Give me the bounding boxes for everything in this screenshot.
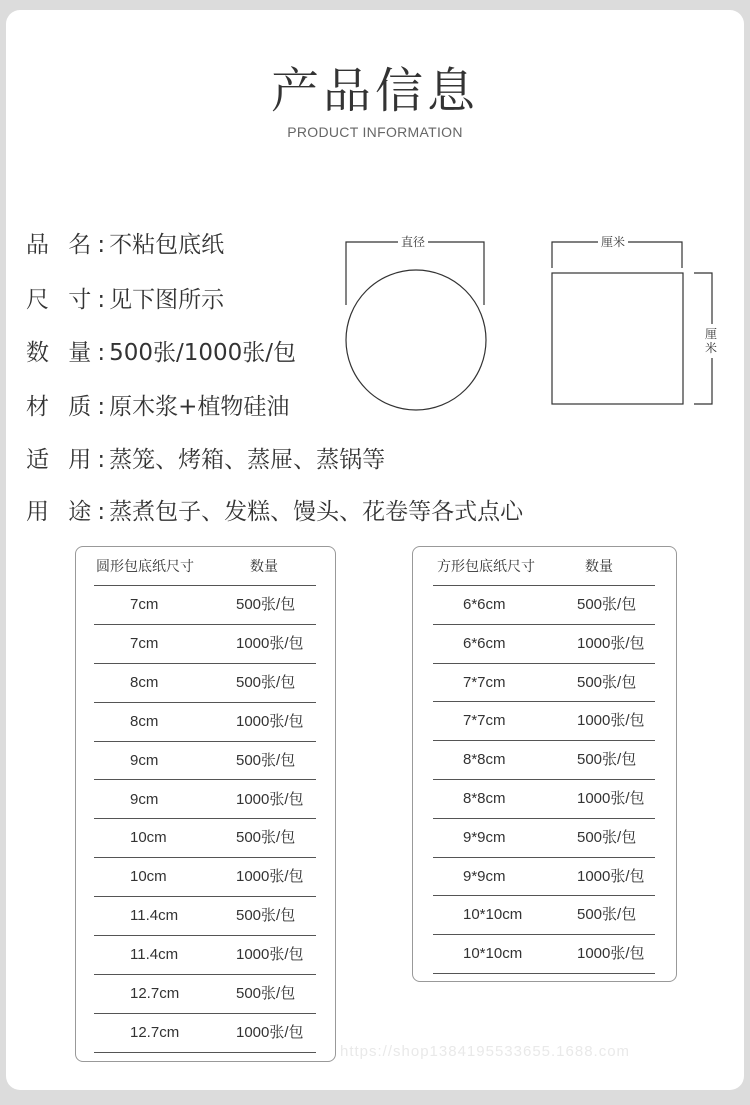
qty-cell: 1000张/包 <box>577 712 645 730</box>
size-cell: 7*7cm <box>463 673 506 691</box>
spec-colon: : <box>97 447 106 473</box>
table-row <box>94 741 316 781</box>
spec-colon: : <box>97 232 106 258</box>
spec-value: 蒸笼、烤箱、蒸屉、蒸锅等 <box>109 447 386 473</box>
qty-cell: 1000张/包 <box>236 946 304 964</box>
qty-cell: 1000张/包 <box>577 634 645 652</box>
spec-colon: : <box>97 340 106 366</box>
table-row <box>94 857 316 897</box>
size-cell: 8*8cm <box>463 751 506 769</box>
square-table-header-size: 方形包底纸尺寸 <box>437 559 535 575</box>
round-paper-shape <box>346 270 486 410</box>
table-row <box>433 818 655 858</box>
qty-cell: 500张/包 <box>236 829 296 847</box>
table-row <box>94 663 316 703</box>
qty-cell: 1000张/包 <box>236 868 304 886</box>
table-row <box>433 740 655 780</box>
qty-cell: 500张/包 <box>577 673 637 691</box>
qty-cell: 500张/包 <box>577 596 637 613</box>
circle-diameter-label: 直径 <box>398 235 428 249</box>
table-row <box>94 702 316 742</box>
qty-cell: 1000张/包 <box>577 867 645 885</box>
qty-cell: 500张/包 <box>577 751 637 769</box>
qty-cell: 1000张/包 <box>577 945 645 963</box>
size-cell: 12.7cm <box>130 985 180 1002</box>
qty-cell: 1000张/包 <box>577 790 645 807</box>
size-cell: 6*6cm <box>463 596 506 613</box>
qty-cell: 500张/包 <box>236 751 296 769</box>
qty-cell: 500张/包 <box>236 907 296 925</box>
size-cell: 9cm <box>130 751 159 769</box>
page-subtitle: PRODUCT INFORMATION <box>287 124 463 140</box>
round-size-table <box>75 546 336 1062</box>
size-cell: 10*10cm <box>463 906 523 924</box>
table-row <box>433 934 655 974</box>
spec-colon: : <box>97 499 106 525</box>
spec-label: 品 名 <box>26 232 98 258</box>
spec-value: 原木浆+植物硅油 <box>109 394 290 420</box>
qty-cell: 1000张/包 <box>236 712 304 730</box>
spec-value: 蒸煮包子、发糕、馒头、花卷等各式点心 <box>109 499 524 525</box>
square-width-label: 厘米 <box>598 235 628 249</box>
square-paper-shape <box>552 273 683 404</box>
table-row <box>433 624 655 664</box>
size-cell: 12.7cm <box>130 1023 180 1041</box>
square-table-header-qty: 数量 <box>585 559 613 575</box>
size-cell: 10cm <box>130 829 167 847</box>
table-row <box>94 780 316 820</box>
table-row <box>433 585 655 625</box>
page-title: 产品信息 <box>270 63 479 119</box>
size-cell: 10cm <box>130 868 167 886</box>
size-cell: 9*9cm <box>463 867 506 885</box>
spec-colon: : <box>97 394 106 420</box>
table-row <box>433 779 655 819</box>
table-row <box>94 896 316 936</box>
size-cell: 10*10cm <box>463 945 523 963</box>
circle-diameter-bracket <box>346 242 484 305</box>
qty-cell: 1000张/包 <box>236 634 304 652</box>
qty-cell: 500张/包 <box>236 673 296 691</box>
size-cell: 8cm <box>130 673 159 691</box>
table-row <box>94 935 316 975</box>
size-cell: 9cm <box>130 790 159 808</box>
table-row <box>433 895 655 935</box>
spec-label: 尺 寸 <box>26 287 98 313</box>
spec-label: 用 途 <box>26 499 98 525</box>
size-cell: 11.4cm <box>130 946 179 964</box>
round-table-header-size: 圆形包底纸尺寸 <box>96 559 194 575</box>
spec-value: 见下图所示 <box>109 287 225 313</box>
spec-label: 材 质 <box>26 394 98 420</box>
qty-cell: 1000张/包 <box>236 790 304 808</box>
spec-value: 不粘包底纸 <box>109 232 225 258</box>
size-cell: 7cm <box>130 596 159 613</box>
size-cell: 7cm <box>130 634 159 652</box>
table-row <box>433 663 655 703</box>
size-cell: 8cm <box>130 712 159 730</box>
round-table-header-qty: 数量 <box>250 559 278 575</box>
table-row <box>94 624 316 664</box>
size-cell: 8*8cm <box>463 790 506 807</box>
table-row <box>433 701 655 741</box>
size-cell: 11.4cm <box>130 907 179 925</box>
watermark: https://shop1384195533655.1688.com <box>340 1043 631 1060</box>
table-header-rule <box>94 547 316 586</box>
table-row <box>94 1013 316 1053</box>
spec-colon: : <box>97 287 106 313</box>
spec-label: 数 量 <box>26 340 98 366</box>
qty-cell: 500张/包 <box>236 985 296 1002</box>
qty-cell: 500张/包 <box>236 596 296 613</box>
table-row <box>94 974 316 1014</box>
table-header-rule <box>433 547 655 586</box>
spec-label: 适 用 <box>26 447 98 473</box>
qty-cell: 500张/包 <box>577 906 637 924</box>
table-row <box>94 818 316 858</box>
table-row <box>433 857 655 897</box>
qty-cell: 500张/包 <box>577 828 637 846</box>
size-cell: 6*6cm <box>463 634 506 652</box>
square-height-label: 厘米 <box>704 324 718 358</box>
size-cell: 7*7cm <box>463 712 506 730</box>
size-cell: 9*9cm <box>463 828 506 846</box>
table-row <box>94 585 316 625</box>
spec-value: 500张/1000张/包 <box>109 340 296 366</box>
qty-cell: 1000张/包 <box>236 1023 304 1041</box>
square-size-table <box>412 546 677 982</box>
